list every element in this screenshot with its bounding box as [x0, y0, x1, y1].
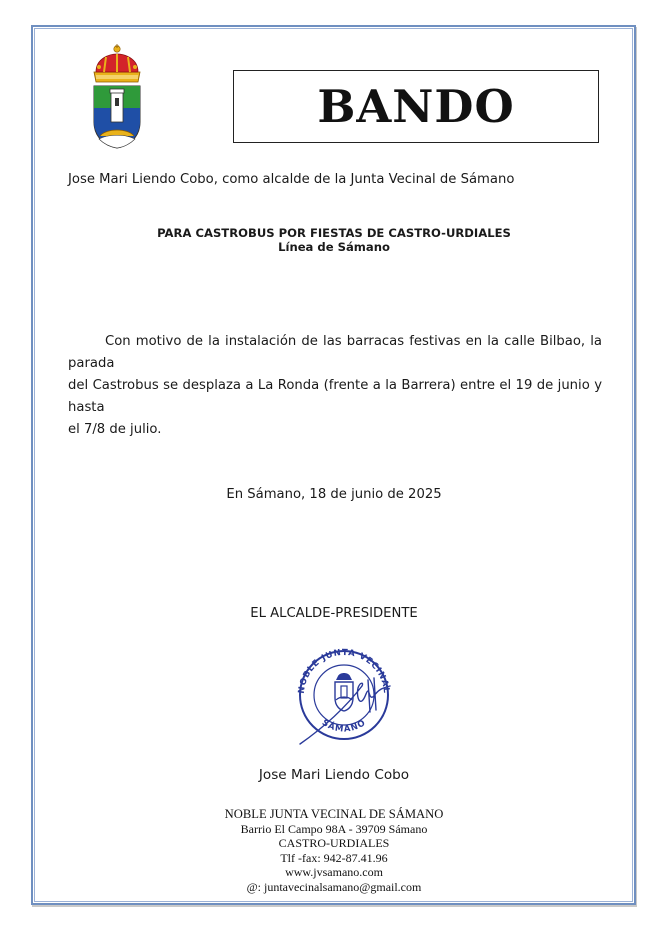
document-title: BANDO — [317, 80, 515, 133]
footer-contact — [150, 807, 518, 895]
official-seal-icon — [290, 640, 408, 750]
date-line: En Sámano, 18 de junio de 2025 — [226, 487, 442, 502]
seal-text-bottom: SÁMANO — [319, 717, 369, 735]
footer-email: @: juntavecinalsamano@gmail.com — [246, 879, 422, 894]
body-line-1: Con motivo de la instalación de las barracas festivas en la calle Bilbao, la parada — [68, 334, 602, 371]
body-line-2: del Castrobus se desplaza a La Ronda (frente a la Barrera) entre el 19 de junio y hasta — [68, 378, 602, 415]
svg-text:SÁMANO — [320, 718, 368, 735]
body-line-3: el 7/8 de julio. — [68, 422, 162, 437]
coat-of-arms-icon — [86, 42, 148, 154]
footer-web: www.jvsamano.com — [285, 865, 383, 880]
title-box — [233, 70, 599, 143]
footer-phone: Tlf -fax: 942-87.41.96 — [280, 850, 388, 865]
body-paragraph — [68, 331, 602, 441]
subject-heading — [120, 226, 548, 254]
footer-city: CASTRO-URDIALES — [278, 836, 390, 851]
subject-line-2: Línea de Sámano — [278, 240, 390, 254]
footer-org: NOBLE JUNTA VECINAL DE SÁMANO — [224, 807, 444, 821]
intro-line: Jose Mari Liendo Cobo, como alcalde de la Junta Vecinal de Sámano — [68, 172, 515, 187]
seal-text-top: NOBLE JUNTA VECINAL — [296, 647, 392, 695]
signer-name: Jose Mari Liendo Cobo — [258, 767, 410, 783]
footer-address: Barrio El Campo 98A - 39709 Sámano — [240, 821, 428, 836]
subject-line-1: PARA CASTROBUS POR FIESTAS DE CASTRO-URDIALES — [157, 226, 511, 240]
signer-title: EL ALCALDE-PRESIDENTE — [250, 606, 418, 621]
svg-text:NOBLE JUNTA VECINAL — [297, 648, 391, 694]
